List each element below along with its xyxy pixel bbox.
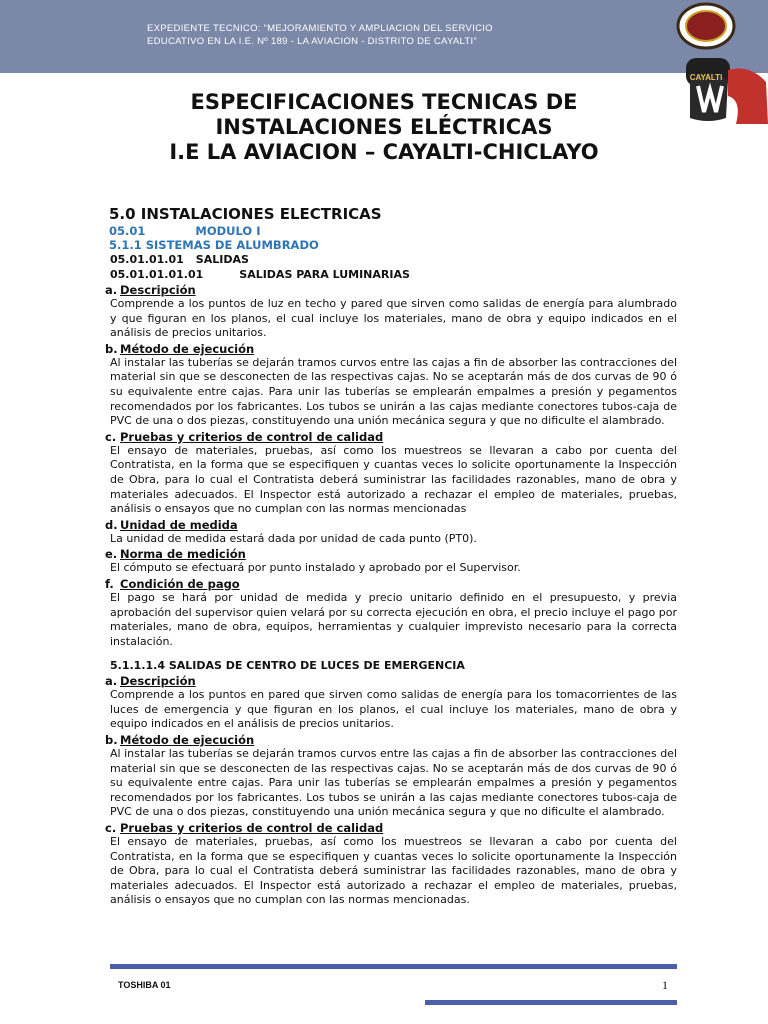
section2-paragraph-c: El ensayo de materiales, pruebas, así como los muestreos se llevaran a cabo por cuenta del Contratista, en la forma que se especifiquen y cuantas veces lo solicite oportunamente la Inspección de Obra, para lo cual el Contratista deberá suministrar las facilidades razonables, mano de obra y materiales adecuados. El Inspector está autorizado a rechazar el empleo de materiales, pruebas, análisis o ensayos que no cumplan con las normas mencionadas. bbox=[110, 835, 677, 907]
subsection-heading: 5.1.1 SISTEMAS DE ALUMBRADO bbox=[109, 238, 319, 252]
letter-d: d. bbox=[105, 517, 118, 532]
subheading-a bbox=[105, 283, 677, 297]
document-body bbox=[105, 205, 677, 908]
title-d: Unidad de medida bbox=[120, 517, 238, 532]
subheading-d bbox=[105, 518, 677, 532]
section2-title-c: Pruebas y criterios de control de calidad bbox=[120, 821, 384, 836]
title-line-1: ESPECIFICACIONES TECNICAS DE bbox=[190, 90, 578, 114]
section2-subheading-b bbox=[105, 733, 677, 747]
section2-paragraph-b: Al instalar las tuberías se dejarán tramos curvos entre las cajas a fin de absorber las contracciones del material sin que se desconecten de las respectivas cajas. No se aceptarán más de dos curvas de 90 ó su equivalente entre cajas. Para unir las tuberías se emplearán empalmes a presión y pegamentos recomendados por los fabricantes. Los tubos se unirán a las cajas mediante conectores tubos-caja de PVC de una o dos piezas, constituyendo una unión mecánica segura y que no dificulte el alambrado. bbox=[110, 747, 677, 819]
subheading-e bbox=[105, 547, 677, 561]
letter-e: e. bbox=[105, 547, 118, 562]
paragraph-e: El cómputo se efectuará por punto instalado y aprobado por el Supervisor. bbox=[110, 561, 521, 575]
letter-f: f. bbox=[105, 576, 114, 591]
title-b: Método de ejecución bbox=[120, 341, 255, 356]
title-line-2: INSTALACIONES ELÉCTRICAS bbox=[215, 115, 553, 139]
title-a: Descripción bbox=[120, 283, 196, 297]
section2-letter-a: a. bbox=[105, 674, 118, 689]
letter-b: b. bbox=[105, 341, 118, 356]
item2-code: 05.01.01.01.01 bbox=[110, 268, 204, 281]
module-heading bbox=[109, 224, 677, 238]
header-project-title bbox=[147, 22, 569, 48]
section2-letter-c: c. bbox=[105, 821, 117, 836]
paragraph-f: El pago se hará por unidad de medida y precio unitario definido en el presupuesto, y previa aprobación del supervisor quien velará por su correcta ejecución en obra, el precio incluye el pago por materiales, mano de obra, equipos, herramientas y cualquier imprevisto necesario para la correcta instalación. bbox=[110, 590, 677, 648]
section2-title-b: Método de ejecución bbox=[120, 733, 255, 748]
module-label: MODULO I bbox=[195, 224, 261, 238]
section-heading: 5.0 INSTALACIONES ELECTRICAS bbox=[109, 205, 382, 223]
page-number: 1 bbox=[662, 978, 668, 992]
title-f: Condición de pago bbox=[120, 576, 240, 591]
letter-c: c. bbox=[105, 429, 117, 444]
subheading-b bbox=[105, 342, 677, 356]
paragraph-a: Comprende a los puntos de luz en techo y pared que sirven como salidas de energía para alumbrado y que figuran en los planos, el cual incluye los materiales, mano de obra y equipo indicados en el análisis de precios unitarios. bbox=[110, 297, 677, 340]
module-code: 05.01 bbox=[109, 224, 146, 238]
footer-label: TOSHIBA 01 bbox=[118, 980, 171, 990]
footer-divider-bottom bbox=[425, 1000, 677, 1005]
header-line-2: EDUCATIVO EN LA I.E. Nº 189 - LA AVIACION - DISTRITO DE CAYALTI” bbox=[147, 36, 477, 47]
title-e: Norma de medición bbox=[120, 547, 246, 562]
title-c: Pruebas y criterios de control de calidad bbox=[120, 429, 384, 444]
item2-label: SALIDAS PARA LUMINARIAS bbox=[239, 268, 410, 281]
paragraph-b: Al instalar las tuberías se dejarán tramos curvos entre las cajas a fin de absorber las contracciones del material sin que se desconecten de las respectivas cajas. No se aceptarán más de dos curvas de 90 ó su equivalente entre cajas. Para unir las tuberías se emplearán empalmes a presión y pegamentos recomendados por los fabricantes. Los tubos se unirán a las cajas mediante conectores tubos-caja de PVC de una o dos piezas, constituyendo una unión mecánica segura y que no dificulte el alambrado. bbox=[110, 355, 677, 428]
title-line-3: I.E LA AVIACION – CAYALTI-CHICLAYO bbox=[169, 140, 599, 164]
item1-code: 05.01.01.01 bbox=[110, 253, 184, 266]
logo-text: CAYALTI bbox=[689, 73, 723, 82]
item-heading-luminarias bbox=[110, 267, 677, 282]
footer-divider bbox=[110, 964, 677, 969]
subheading-c bbox=[105, 430, 677, 444]
section2-title-a: Descripción bbox=[120, 674, 196, 689]
letter-a: a. bbox=[105, 283, 118, 297]
section2-letter-b: b. bbox=[105, 733, 118, 748]
page-title bbox=[0, 90, 768, 165]
item-heading-salidas bbox=[110, 252, 677, 267]
paragraph-d: La unidad de medida estará dada por unidad de cada punto (PT0). bbox=[110, 531, 477, 545]
subheading-f bbox=[105, 577, 677, 591]
section2-heading: 5.1.1.1.4 SALIDAS DE CENTRO DE LUCES DE EMERGENCIA bbox=[110, 659, 465, 673]
section2-paragraph-a: Comprende a los puntos en pared que sirven como salidas de energía para los tomacorrientes de las luces de emergencia y que figuran en los planos, el cual incluye los materiales, mano de obra y equipo indicados en el análisis de precios unitarios. bbox=[110, 688, 677, 731]
section2-subheading-c bbox=[105, 821, 677, 835]
item1-label: SALIDAS bbox=[195, 253, 249, 266]
paragraph-c: El ensayo de materiales, pruebas, así como los muestreos se llevaran a cabo por cuenta del Contratista, en la forma que se especifiquen y cuantas veces lo solicite oportunamente la Inspección de Obra, para lo cual el Contratista deberá suministrar las facilidades razonables, mano de obra y materiales adecuados. El Inspector está autorizado a rechazar el empleo de materiales, pruebas, análisis o ensayos que no cumplan con las normas mencionadas bbox=[110, 443, 677, 516]
section2-subheading-a bbox=[105, 674, 677, 688]
header-line-1: EXPEDIENTE TECNICO: “MEJORAMIENTO Y AMPLIACION DEL SERVICIO bbox=[147, 23, 493, 34]
